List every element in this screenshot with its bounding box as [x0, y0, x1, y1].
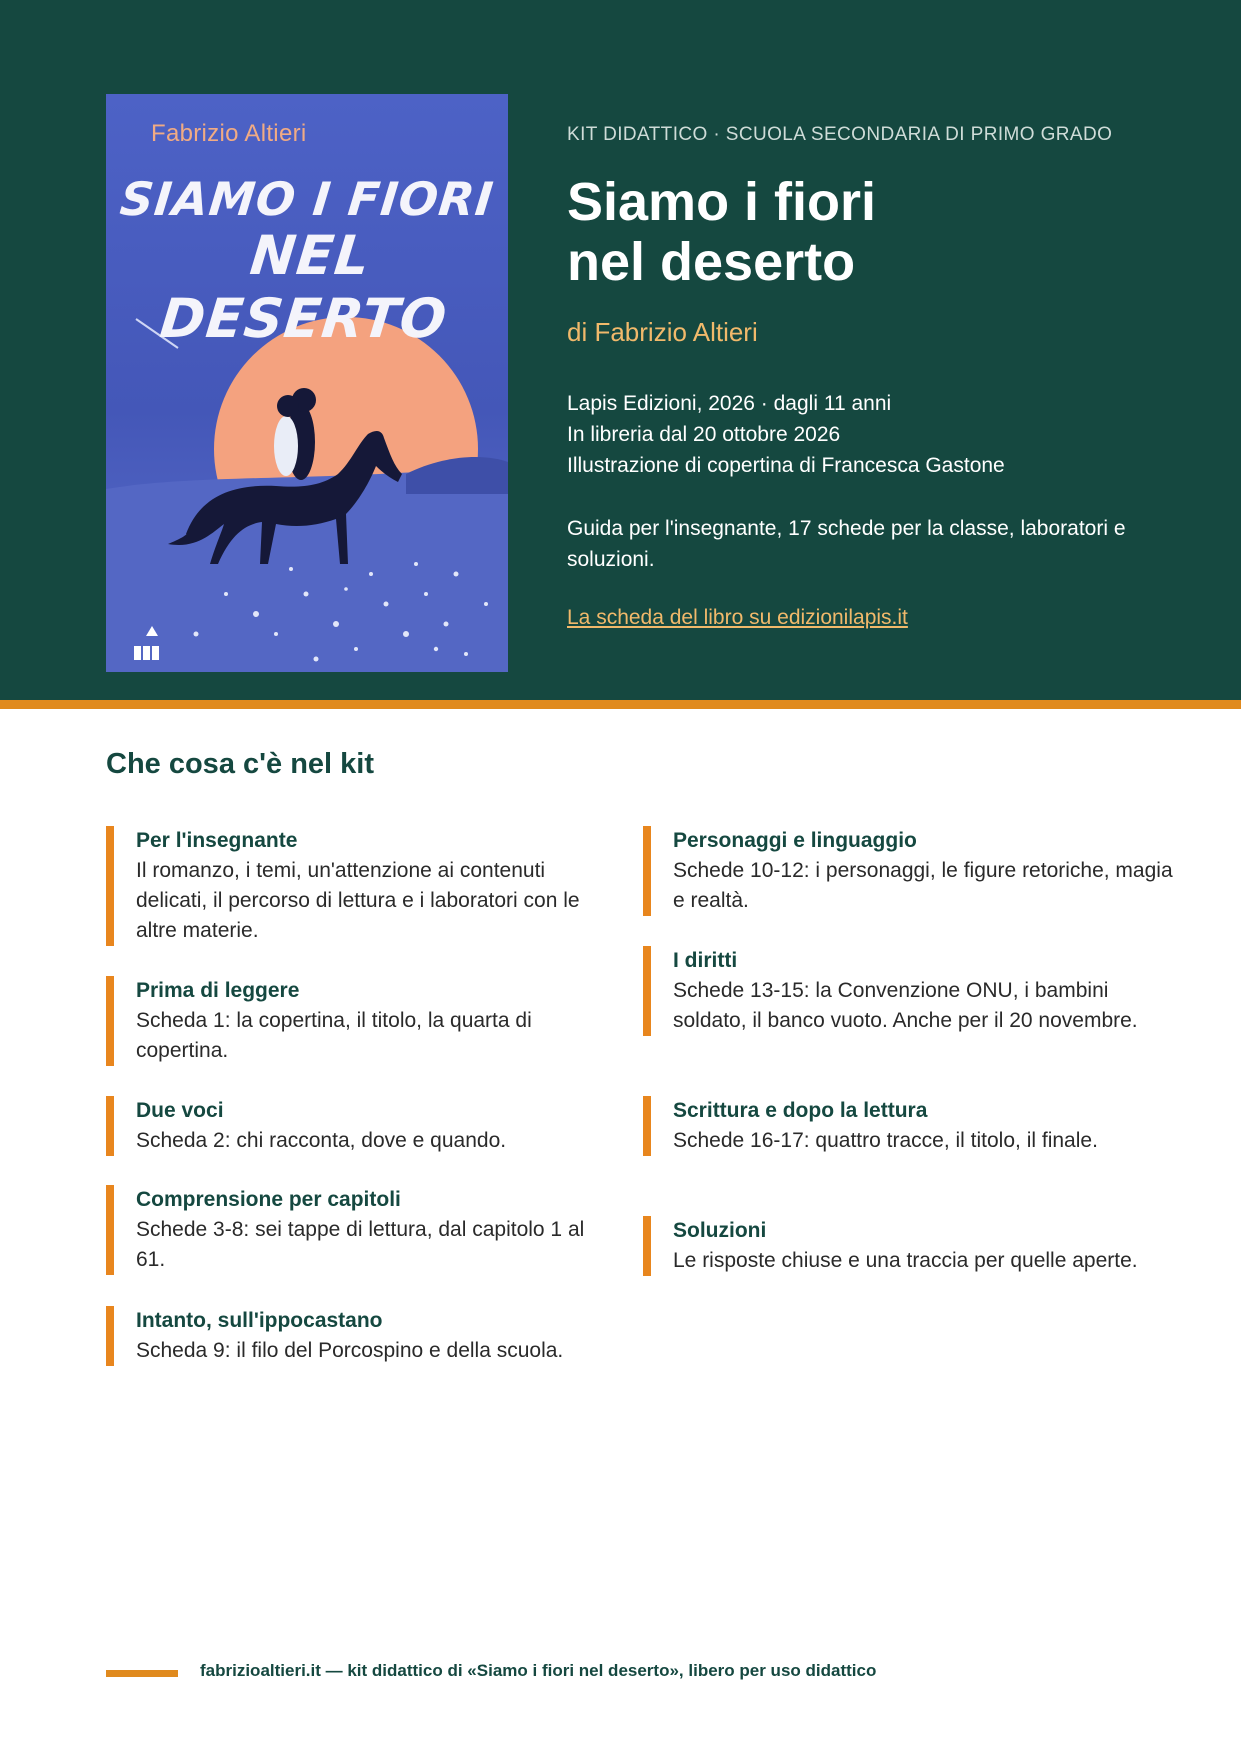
- meta-publisher: Lapis Edizioni, 2026 · dagli 11 anni: [567, 392, 892, 415]
- kit-item-title: Comprensione per capitoli: [136, 1188, 401, 1211]
- kit-kicker: KIT DIDATTICO · SCUOLA SECONDARIA DI PRIMO GRADO: [567, 124, 1113, 145]
- cover-title-line2: NEL DESERTO: [157, 224, 451, 350]
- publisher-book-link[interactable]: La scheda del libro su edizionilapis.it: [567, 606, 908, 629]
- kit-item-title: Soluzioni: [673, 1219, 767, 1242]
- kit-item-text: Scheda 9: il filo del Porcospino e della scuola.: [136, 1339, 564, 1362]
- header-divider: [0, 700, 1241, 709]
- kit-item: [643, 1096, 1173, 1156]
- meta-illustrator: Illustrazione di copertina di Francesca Gastone: [567, 454, 1005, 477]
- kit-item-text: Schede 16-17: quattro tracce, il titolo, il finale.: [673, 1129, 1098, 1152]
- kit-item-text: Scheda 1: la copertina, il titolo, la quarta di copertina.: [136, 1009, 532, 1062]
- kit-item-text: Schede 13-15: la Convenzione ONU, i bambini soldato, il banco vuoto. Anche per il 20 novembre.: [673, 979, 1138, 1032]
- kit-item-title: Due voci: [136, 1099, 224, 1122]
- meta-release-date: In libreria dal 20 ottobre 2026: [567, 423, 841, 446]
- book-author: di Fabrizio Altieri: [567, 317, 758, 347]
- kit-item: [643, 1216, 1173, 1276]
- book-title: [567, 172, 1187, 292]
- book-title-line1: Siamo i fiori: [567, 172, 877, 232]
- kit-description: Guida per l'insegnante, 17 schede per la classe, laboratori e soluzioni.: [567, 517, 1126, 571]
- section-heading: Che cosa c'è nel kit: [106, 748, 375, 780]
- kit-item-title: Intanto, sull'ippocastano: [136, 1309, 383, 1332]
- kit-item: [643, 946, 1173, 1036]
- kit-item-title: I diritti: [673, 949, 738, 972]
- kit-item-title: Per l'insegnante: [136, 829, 298, 852]
- book-cover-image: [106, 94, 508, 672]
- kit-item: [106, 976, 616, 1066]
- kit-item-text: Le risposte chiuse e una traccia per quelle aperte.: [673, 1249, 1138, 1272]
- kit-item-title: Scrittura e dopo la lettura: [673, 1099, 928, 1122]
- kit-item-text: Schede 3-8: sei tappe di lettura, dal capitolo 1 al 61.: [136, 1218, 585, 1271]
- cover-title-line1: SIAMO I FIORI: [117, 172, 497, 226]
- kit-item-text: Il romanzo, i temi, un'attenzione ai contenuti delicati, il percorso di lettura e i laboratori con le altre materie.: [136, 859, 580, 942]
- kit-item-text: Schede 10-12: i personaggi, le figure retoriche, magia e realtà.: [673, 859, 1173, 912]
- kit-item: [106, 1096, 616, 1156]
- kit-item-title: Prima di leggere: [136, 979, 300, 1002]
- book-title-line2: nel deserto: [567, 232, 856, 292]
- kit-item: [106, 1306, 616, 1366]
- kit-item: [106, 1185, 616, 1275]
- kit-item-title: Personaggi e linguaggio: [673, 829, 917, 852]
- kit-item-text: Scheda 2: chi racconta, dove e quando.: [136, 1129, 507, 1152]
- kit-item: [106, 826, 616, 946]
- kit-item: [643, 826, 1173, 916]
- footer-accent-bar: [106, 1670, 178, 1677]
- footer-text: fabrizioaltieri.it — kit didattico di «Siamo i fiori nel deserto», libero per uso didattico: [200, 1661, 877, 1680]
- cover-author: Fabrizio Altieri: [151, 120, 307, 147]
- book-meta: [567, 388, 1187, 481]
